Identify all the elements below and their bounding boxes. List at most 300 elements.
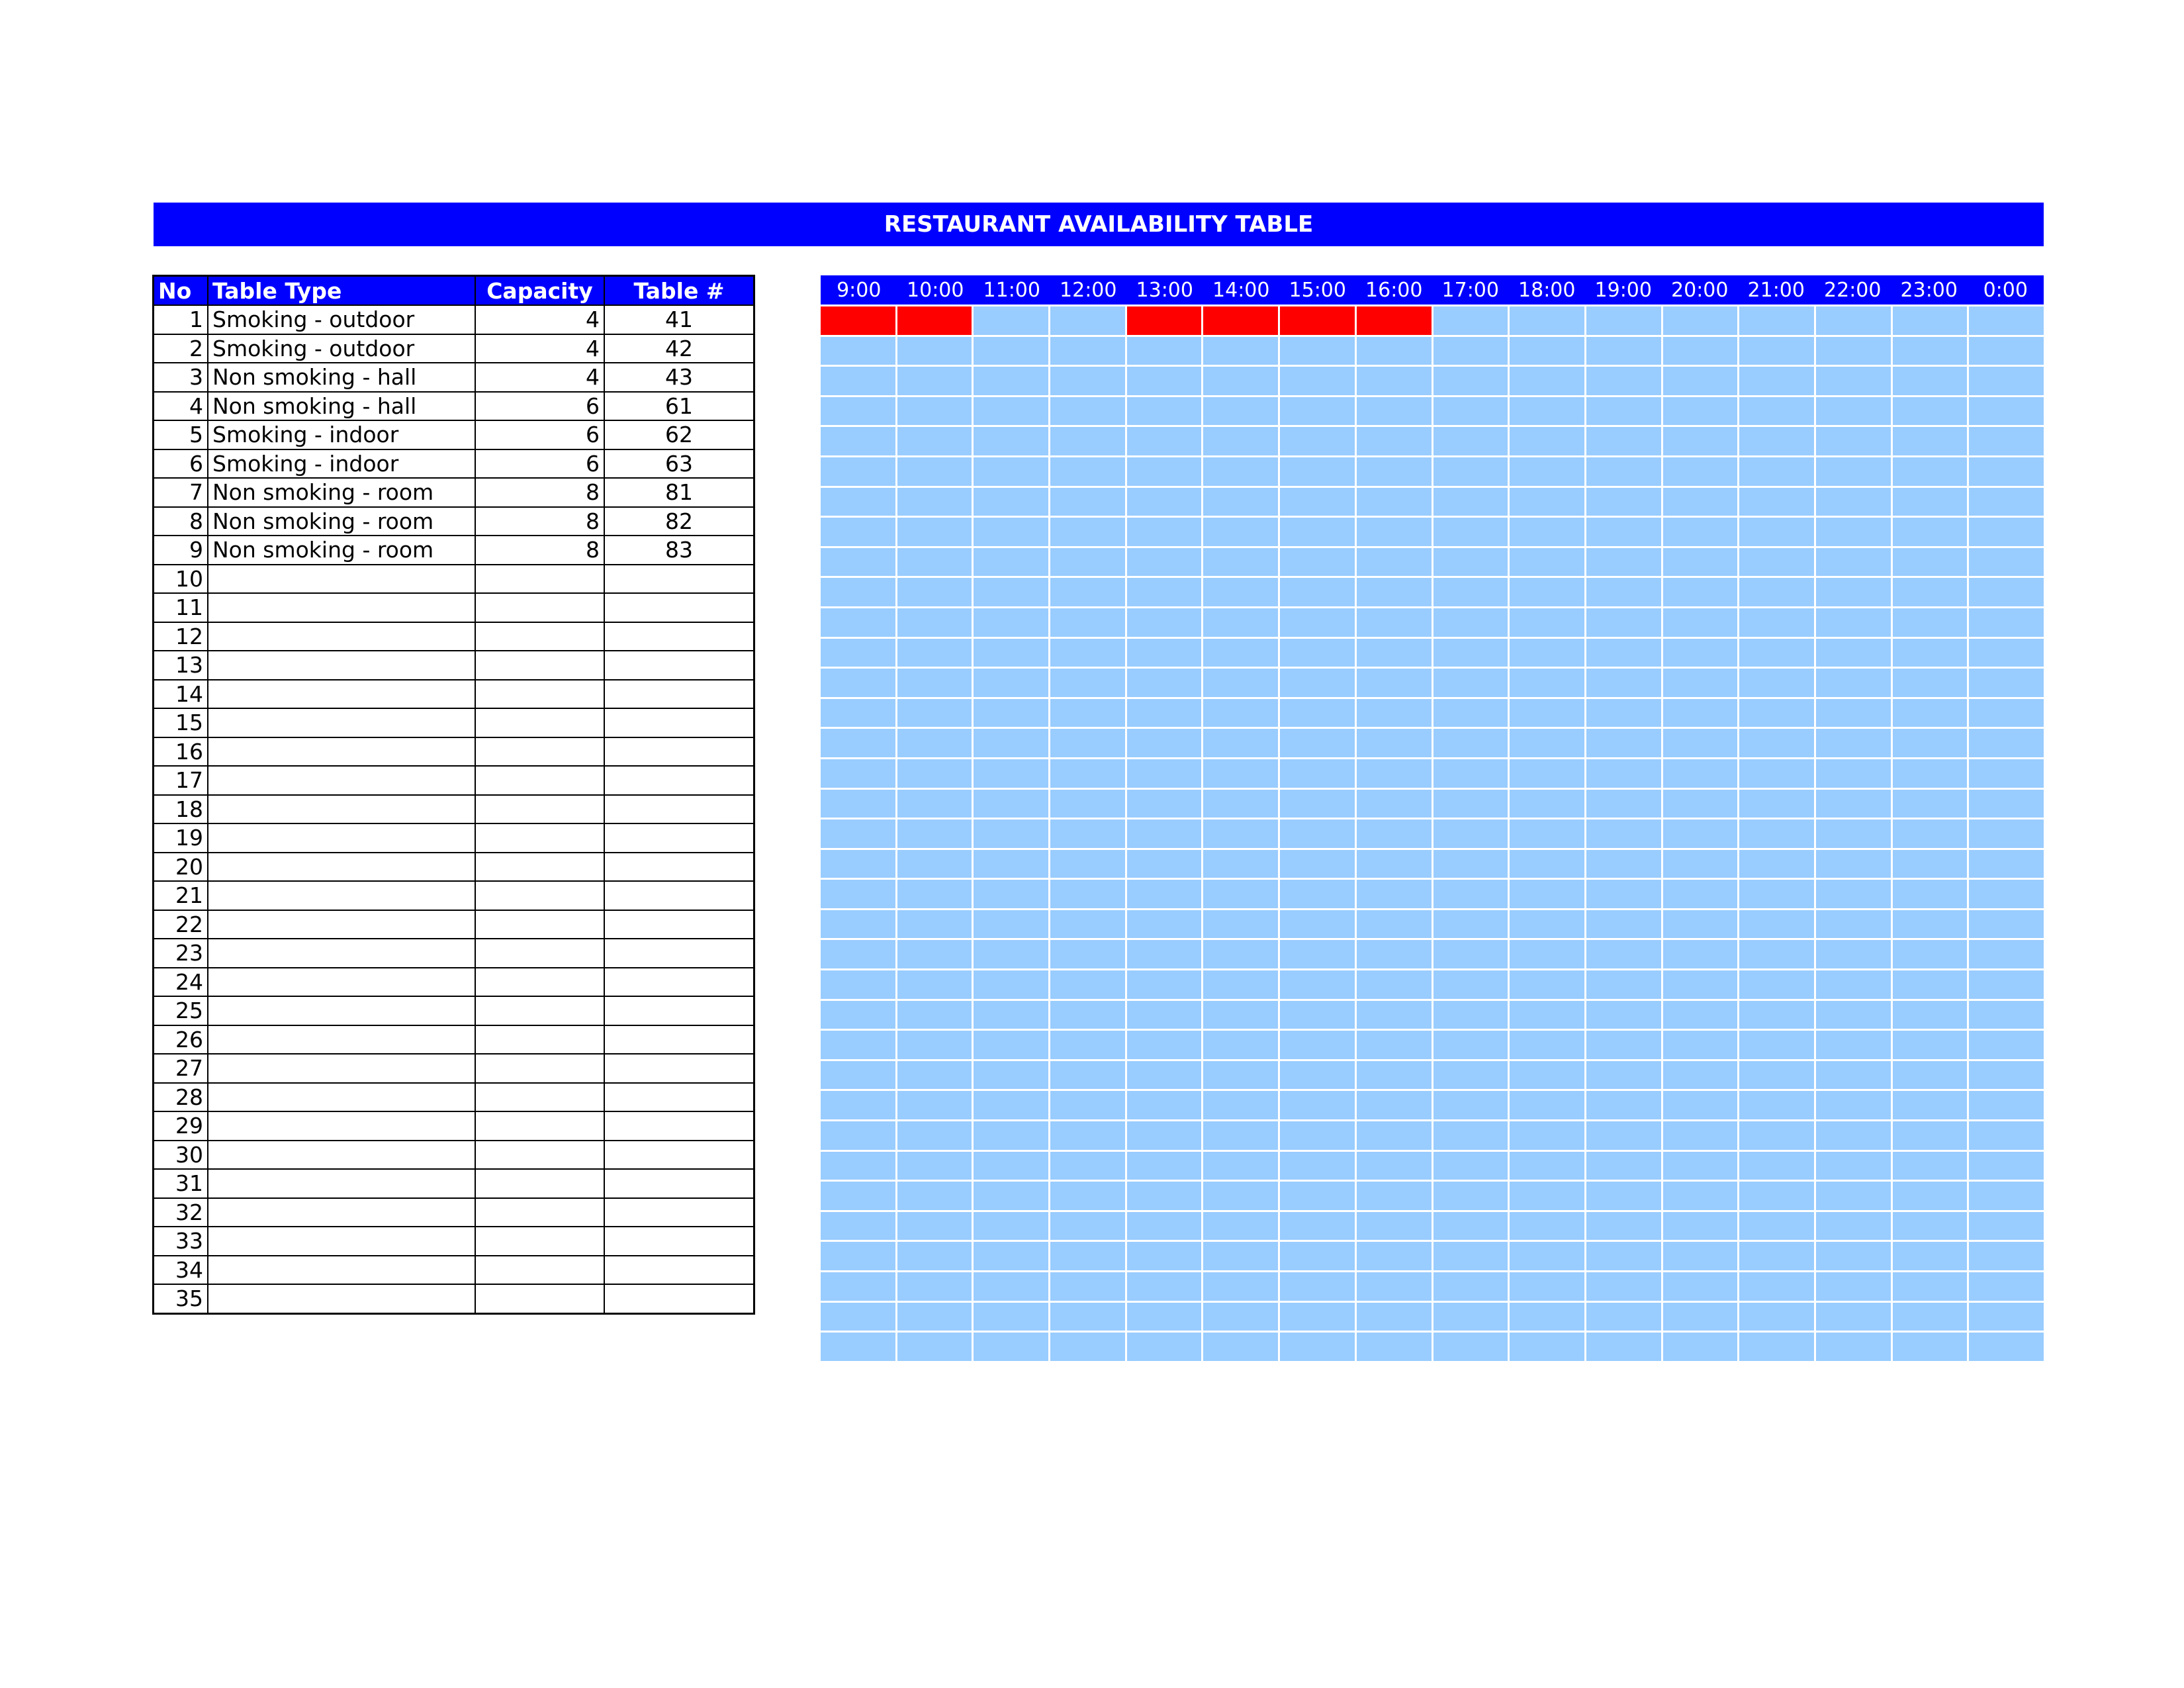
slot-available[interactable] (1357, 669, 1432, 697)
slot-available[interactable] (1050, 578, 1125, 606)
slot-available[interactable] (1433, 427, 1508, 455)
slot-available[interactable] (1357, 1333, 1432, 1361)
slot-available[interactable] (1203, 578, 1278, 606)
cell-table-number[interactable] (604, 1227, 754, 1256)
slot-available[interactable] (1050, 518, 1125, 546)
slot-available[interactable] (1586, 1001, 1661, 1029)
slot-available[interactable] (1050, 1272, 1125, 1301)
cell-table-type[interactable]: Non smoking - hall (208, 363, 475, 392)
cell-no[interactable]: 29 (154, 1111, 208, 1141)
slot-available[interactable] (1586, 1242, 1661, 1270)
slot-available[interactable] (1203, 669, 1278, 697)
slot-available[interactable] (1969, 1303, 2044, 1331)
slot-available[interactable] (1127, 337, 1202, 365)
cell-table-number[interactable] (604, 910, 754, 939)
slot-available[interactable] (1739, 1212, 1814, 1241)
cell-no[interactable]: 21 (154, 881, 208, 910)
slot-available[interactable] (1510, 1121, 1584, 1150)
slot-available[interactable] (1050, 1061, 1125, 1090)
slot-available[interactable] (1280, 397, 1355, 426)
cell-capacity[interactable] (475, 1284, 604, 1313)
slot-available[interactable] (1893, 669, 1968, 697)
slot-available[interactable] (1050, 1001, 1125, 1029)
slot-available[interactable] (1586, 1272, 1661, 1301)
slot-available[interactable] (974, 790, 1048, 818)
slot-available[interactable] (1357, 337, 1432, 365)
slot-available[interactable] (1893, 367, 1968, 395)
slot-available[interactable] (974, 1152, 1048, 1180)
slot-available[interactable] (1357, 910, 1432, 939)
slot-available[interactable] (974, 1061, 1048, 1090)
slot-available[interactable] (1586, 1061, 1661, 1090)
slot-available[interactable] (1739, 1333, 1814, 1361)
slot-available[interactable] (1969, 1242, 2044, 1270)
slot-available[interactable] (1280, 729, 1355, 757)
slot-available[interactable] (821, 1303, 895, 1331)
cell-capacity[interactable] (475, 968, 604, 997)
slot-available[interactable] (1816, 427, 1891, 455)
slot-available[interactable] (1816, 337, 1891, 365)
slot-available[interactable] (1050, 910, 1125, 939)
cell-capacity[interactable] (475, 939, 604, 968)
slot-available[interactable] (1280, 669, 1355, 697)
slot-available[interactable] (1816, 397, 1891, 426)
slot-available[interactable] (897, 1272, 972, 1301)
slot-available[interactable] (1050, 397, 1125, 426)
slot-available[interactable] (1433, 1333, 1508, 1361)
cell-no[interactable]: 6 (154, 449, 208, 479)
slot-available[interactable] (1127, 880, 1202, 908)
slot-available[interactable] (1893, 1091, 1968, 1119)
slot-available[interactable] (897, 850, 972, 878)
slot-available[interactable] (1663, 820, 1738, 848)
slot-available[interactable] (1586, 306, 1661, 335)
slot-available[interactable] (1816, 820, 1891, 848)
slot-available[interactable] (1203, 729, 1278, 757)
slot-available[interactable] (974, 1242, 1048, 1270)
cell-table-type[interactable] (208, 795, 475, 824)
slot-available[interactable] (974, 940, 1048, 968)
slot-available[interactable] (1433, 337, 1508, 365)
cell-capacity[interactable]: 4 (475, 363, 604, 392)
cell-no[interactable]: 23 (154, 939, 208, 968)
slot-available[interactable] (1280, 1152, 1355, 1180)
slot-available[interactable] (1739, 820, 1814, 848)
slot-available[interactable] (1280, 608, 1355, 637)
slot-available[interactable] (1663, 1182, 1738, 1210)
slot-available[interactable] (1050, 850, 1125, 878)
slot-available[interactable] (1433, 367, 1508, 395)
slot-available[interactable] (1969, 699, 2044, 727)
slot-available[interactable] (1357, 729, 1432, 757)
cell-table-type[interactable] (208, 1198, 475, 1227)
cell-no[interactable]: 4 (154, 392, 208, 421)
slot-available[interactable] (1739, 518, 1814, 546)
slot-available[interactable] (1357, 608, 1432, 637)
slot-available[interactable] (1280, 1031, 1355, 1059)
cell-capacity[interactable] (475, 1054, 604, 1083)
slot-available[interactable] (1739, 880, 1814, 908)
slot-available[interactable] (1050, 457, 1125, 486)
slot-available[interactable] (1893, 578, 1968, 606)
cell-capacity[interactable] (475, 593, 604, 622)
cell-table-type[interactable] (208, 622, 475, 651)
slot-available[interactable] (1280, 427, 1355, 455)
cell-table-number[interactable] (604, 1256, 754, 1285)
slot-available[interactable] (1050, 1121, 1125, 1150)
slot-available[interactable] (1203, 699, 1278, 727)
slot-available[interactable] (1893, 850, 1968, 878)
slot-available[interactable] (1433, 488, 1508, 516)
slot-available[interactable] (1280, 970, 1355, 999)
cell-capacity[interactable] (475, 1141, 604, 1170)
slot-available[interactable] (1127, 1152, 1202, 1180)
slot-available[interactable] (1969, 367, 2044, 395)
cell-table-type[interactable] (208, 853, 475, 882)
slot-available[interactable] (1203, 1303, 1278, 1331)
cell-table-type[interactable]: Non smoking - room (208, 536, 475, 565)
slot-available[interactable] (1203, 880, 1278, 908)
slot-available[interactable] (1663, 669, 1738, 697)
slot-available[interactable] (974, 1333, 1048, 1361)
cell-no[interactable]: 10 (154, 565, 208, 594)
slot-available[interactable] (1203, 1333, 1278, 1361)
slot-available[interactable] (897, 1061, 972, 1090)
slot-available[interactable] (1969, 729, 2044, 757)
slot-available[interactable] (897, 790, 972, 818)
slot-available[interactable] (1739, 306, 1814, 335)
cell-capacity[interactable] (475, 565, 604, 594)
slot-available[interactable] (1127, 1061, 1202, 1090)
cell-table-number[interactable] (604, 1054, 754, 1083)
slot-available[interactable] (1663, 910, 1738, 939)
cell-capacity[interactable] (475, 622, 604, 651)
slot-available[interactable] (1510, 1182, 1584, 1210)
slot-available[interactable] (1586, 1121, 1661, 1150)
cell-capacity[interactable]: 6 (475, 420, 604, 449)
slot-available[interactable] (1969, 1121, 2044, 1150)
slot-available[interactable] (1357, 970, 1432, 999)
slot-available[interactable] (1969, 518, 2044, 546)
slot-available[interactable] (1969, 608, 2044, 637)
slot-available[interactable] (1969, 820, 2044, 848)
slot-available[interactable] (1893, 970, 1968, 999)
slot-available[interactable] (1280, 759, 1355, 788)
cell-table-number[interactable] (604, 766, 754, 795)
cell-table-number[interactable]: 61 (604, 392, 754, 421)
slot-available[interactable] (1663, 1152, 1738, 1180)
slot-available[interactable] (1050, 880, 1125, 908)
slot-available[interactable] (1050, 488, 1125, 516)
cell-table-type[interactable]: Smoking - outdoor (208, 305, 475, 334)
cell-table-number[interactable] (604, 593, 754, 622)
slot-available[interactable] (1050, 1242, 1125, 1270)
cell-capacity[interactable] (475, 651, 604, 680)
slot-available[interactable] (1050, 367, 1125, 395)
cell-capacity[interactable]: 8 (475, 478, 604, 507)
cell-no[interactable]: 28 (154, 1083, 208, 1112)
slot-available[interactable] (1203, 759, 1278, 788)
slot-available[interactable] (1816, 790, 1891, 818)
slot-available[interactable] (1433, 548, 1508, 577)
slot-available[interactable] (1586, 1303, 1661, 1331)
slot-available[interactable] (1739, 1272, 1814, 1301)
cell-capacity[interactable]: 8 (475, 507, 604, 536)
slot-available[interactable] (821, 488, 895, 516)
slot-available[interactable] (1586, 1152, 1661, 1180)
slot-available[interactable] (1280, 1061, 1355, 1090)
slot-available[interactable] (821, 1061, 895, 1090)
slot-available[interactable] (1586, 1333, 1661, 1361)
slot-available[interactable] (1663, 1242, 1738, 1270)
slot-available[interactable] (1586, 759, 1661, 788)
slot-available[interactable] (821, 1091, 895, 1119)
slot-available[interactable] (1050, 608, 1125, 637)
slot-available[interactable] (1510, 639, 1584, 667)
slot-available[interactable] (1127, 729, 1202, 757)
slot-available[interactable] (897, 1303, 972, 1331)
slot-available[interactable] (1280, 488, 1355, 516)
slot-available[interactable] (1816, 367, 1891, 395)
slot-available[interactable] (1893, 518, 1968, 546)
slot-available[interactable] (1739, 1091, 1814, 1119)
slot-available[interactable] (1663, 639, 1738, 667)
slot-available[interactable] (1127, 1333, 1202, 1361)
slot-available[interactable] (1586, 488, 1661, 516)
slot-available[interactable] (1203, 940, 1278, 968)
slot-available[interactable] (821, 910, 895, 939)
slot-available[interactable] (1280, 1333, 1355, 1361)
slot-available[interactable] (1357, 488, 1432, 516)
slot-available[interactable] (1203, 608, 1278, 637)
slot-available[interactable] (1586, 1212, 1661, 1241)
slot-available[interactable] (1663, 1001, 1738, 1029)
slot-available[interactable] (1816, 1001, 1891, 1029)
slot-available[interactable] (974, 970, 1048, 999)
slot-available[interactable] (1357, 880, 1432, 908)
slot-available[interactable] (1816, 1121, 1891, 1150)
slot-available[interactable] (1969, 578, 2044, 606)
slot-available[interactable] (1203, 548, 1278, 577)
slot-available[interactable] (1357, 1242, 1432, 1270)
slot-available[interactable] (1127, 1001, 1202, 1029)
cell-no[interactable]: 34 (154, 1256, 208, 1285)
slot-available[interactable] (1280, 910, 1355, 939)
slot-available[interactable] (1050, 1182, 1125, 1210)
slot-booked[interactable] (897, 306, 972, 335)
slot-available[interactable] (1969, 306, 2044, 335)
cell-table-number[interactable] (604, 939, 754, 968)
cell-table-type[interactable] (208, 1284, 475, 1313)
slot-available[interactable] (1586, 457, 1661, 486)
slot-available[interactable] (1739, 940, 1814, 968)
slot-available[interactable] (1893, 397, 1968, 426)
cell-table-type[interactable] (208, 593, 475, 622)
slot-available[interactable] (897, 1333, 972, 1361)
cell-table-type[interactable] (208, 680, 475, 709)
cell-table-type[interactable] (208, 1227, 475, 1256)
slot-available[interactable] (821, 1272, 895, 1301)
slot-available[interactable] (1203, 1001, 1278, 1029)
cell-capacity[interactable] (475, 1256, 604, 1285)
slot-available[interactable] (1433, 1091, 1508, 1119)
cell-no[interactable]: 3 (154, 363, 208, 392)
slot-available[interactable] (1739, 910, 1814, 939)
slot-available[interactable] (1586, 397, 1661, 426)
slot-available[interactable] (1203, 1152, 1278, 1180)
cell-table-number[interactable] (604, 1284, 754, 1313)
slot-available[interactable] (974, 1001, 1048, 1029)
slot-available[interactable] (821, 1242, 895, 1270)
slot-available[interactable] (1510, 1152, 1584, 1180)
slot-available[interactable] (1739, 1001, 1814, 1029)
slot-booked[interactable] (821, 306, 895, 335)
cell-no[interactable]: 9 (154, 536, 208, 565)
slot-available[interactable] (1433, 669, 1508, 697)
slot-available[interactable] (821, 367, 895, 395)
slot-available[interactable] (821, 518, 895, 546)
slot-available[interactable] (1510, 850, 1584, 878)
slot-available[interactable] (821, 820, 895, 848)
slot-available[interactable] (1816, 910, 1891, 939)
slot-available[interactable] (1433, 790, 1508, 818)
slot-available[interactable] (1050, 639, 1125, 667)
slot-available[interactable] (974, 457, 1048, 486)
slot-available[interactable] (1739, 759, 1814, 788)
slot-available[interactable] (1663, 940, 1738, 968)
slot-available[interactable] (1127, 699, 1202, 727)
slot-available[interactable] (1893, 1031, 1968, 1059)
slot-available[interactable] (1739, 578, 1814, 606)
slot-available[interactable] (974, 820, 1048, 848)
slot-available[interactable] (1203, 1061, 1278, 1090)
slot-available[interactable] (1893, 1152, 1968, 1180)
slot-available[interactable] (1127, 820, 1202, 848)
slot-available[interactable] (1586, 639, 1661, 667)
slot-available[interactable] (1663, 1121, 1738, 1150)
cell-capacity[interactable] (475, 881, 604, 910)
slot-available[interactable] (1357, 427, 1432, 455)
slot-available[interactable] (1280, 578, 1355, 606)
slot-available[interactable] (974, 1182, 1048, 1210)
slot-available[interactable] (1510, 729, 1584, 757)
slot-available[interactable] (1739, 639, 1814, 667)
slot-available[interactable] (897, 639, 972, 667)
slot-available[interactable] (1969, 790, 2044, 818)
cell-table-type[interactable] (208, 1111, 475, 1141)
slot-available[interactable] (1739, 1182, 1814, 1210)
slot-available[interactable] (1433, 970, 1508, 999)
cell-table-type[interactable] (208, 996, 475, 1025)
slot-available[interactable] (1969, 970, 2044, 999)
slot-available[interactable] (897, 1152, 972, 1180)
cell-table-type[interactable] (208, 1054, 475, 1083)
cell-table-number[interactable] (604, 996, 754, 1025)
slot-available[interactable] (1663, 790, 1738, 818)
slot-available[interactable] (974, 699, 1048, 727)
slot-available[interactable] (1280, 457, 1355, 486)
slot-available[interactable] (1586, 578, 1661, 606)
slot-available[interactable] (1739, 1061, 1814, 1090)
slot-available[interactable] (1663, 1272, 1738, 1301)
slot-available[interactable] (1127, 1303, 1202, 1331)
slot-available[interactable] (1433, 518, 1508, 546)
slot-available[interactable] (1433, 578, 1508, 606)
slot-available[interactable] (1203, 970, 1278, 999)
slot-available[interactable] (1357, 1272, 1432, 1301)
slot-available[interactable] (1739, 548, 1814, 577)
cell-capacity[interactable] (475, 795, 604, 824)
slot-available[interactable] (1280, 1121, 1355, 1150)
slot-available[interactable] (1893, 940, 1968, 968)
slot-available[interactable] (1280, 940, 1355, 968)
slot-available[interactable] (974, 729, 1048, 757)
slot-available[interactable] (974, 367, 1048, 395)
slot-available[interactable] (1280, 548, 1355, 577)
cell-no[interactable]: 13 (154, 651, 208, 680)
slot-available[interactable] (1586, 699, 1661, 727)
cell-table-number[interactable] (604, 1111, 754, 1141)
slot-available[interactable] (1433, 940, 1508, 968)
slot-available[interactable] (897, 1121, 972, 1150)
slot-available[interactable] (1586, 518, 1661, 546)
slot-available[interactable] (1050, 729, 1125, 757)
slot-available[interactable] (897, 337, 972, 365)
cell-table-type[interactable] (208, 565, 475, 594)
slot-available[interactable] (1127, 608, 1202, 637)
slot-available[interactable] (1510, 1091, 1584, 1119)
slot-available[interactable] (1433, 1303, 1508, 1331)
slot-available[interactable] (821, 1212, 895, 1241)
cell-table-number[interactable] (604, 853, 754, 882)
slot-available[interactable] (1816, 880, 1891, 908)
slot-available[interactable] (1816, 699, 1891, 727)
cell-capacity[interactable] (475, 1198, 604, 1227)
slot-available[interactable] (1586, 940, 1661, 968)
slot-available[interactable] (1816, 970, 1891, 999)
slot-available[interactable] (1510, 790, 1584, 818)
cell-table-number[interactable] (604, 1083, 754, 1112)
cell-no[interactable]: 25 (154, 996, 208, 1025)
slot-available[interactable] (1357, 1152, 1432, 1180)
slot-available[interactable] (1739, 457, 1814, 486)
cell-table-number[interactable] (604, 1169, 754, 1198)
cell-capacity[interactable]: 6 (475, 449, 604, 479)
slot-available[interactable] (1816, 729, 1891, 757)
slot-available[interactable] (897, 1212, 972, 1241)
slot-available[interactable] (1510, 1303, 1584, 1331)
slot-available[interactable] (1510, 940, 1584, 968)
cell-table-number[interactable]: 62 (604, 420, 754, 449)
slot-available[interactable] (1127, 548, 1202, 577)
cell-no[interactable]: 27 (154, 1054, 208, 1083)
slot-available[interactable] (1739, 1121, 1814, 1150)
slot-available[interactable] (1127, 1212, 1202, 1241)
slot-available[interactable] (1663, 337, 1738, 365)
slot-available[interactable] (1586, 669, 1661, 697)
cell-table-type[interactable]: Non smoking - room (208, 507, 475, 536)
slot-available[interactable] (1050, 940, 1125, 968)
slot-available[interactable] (1127, 1091, 1202, 1119)
slot-available[interactable] (1357, 548, 1432, 577)
slot-available[interactable] (821, 940, 895, 968)
slot-available[interactable] (1357, 759, 1432, 788)
slot-available[interactable] (1816, 669, 1891, 697)
slot-available[interactable] (1816, 1152, 1891, 1180)
slot-available[interactable] (1127, 850, 1202, 878)
slot-available[interactable] (1433, 729, 1508, 757)
cell-no[interactable]: 26 (154, 1025, 208, 1055)
